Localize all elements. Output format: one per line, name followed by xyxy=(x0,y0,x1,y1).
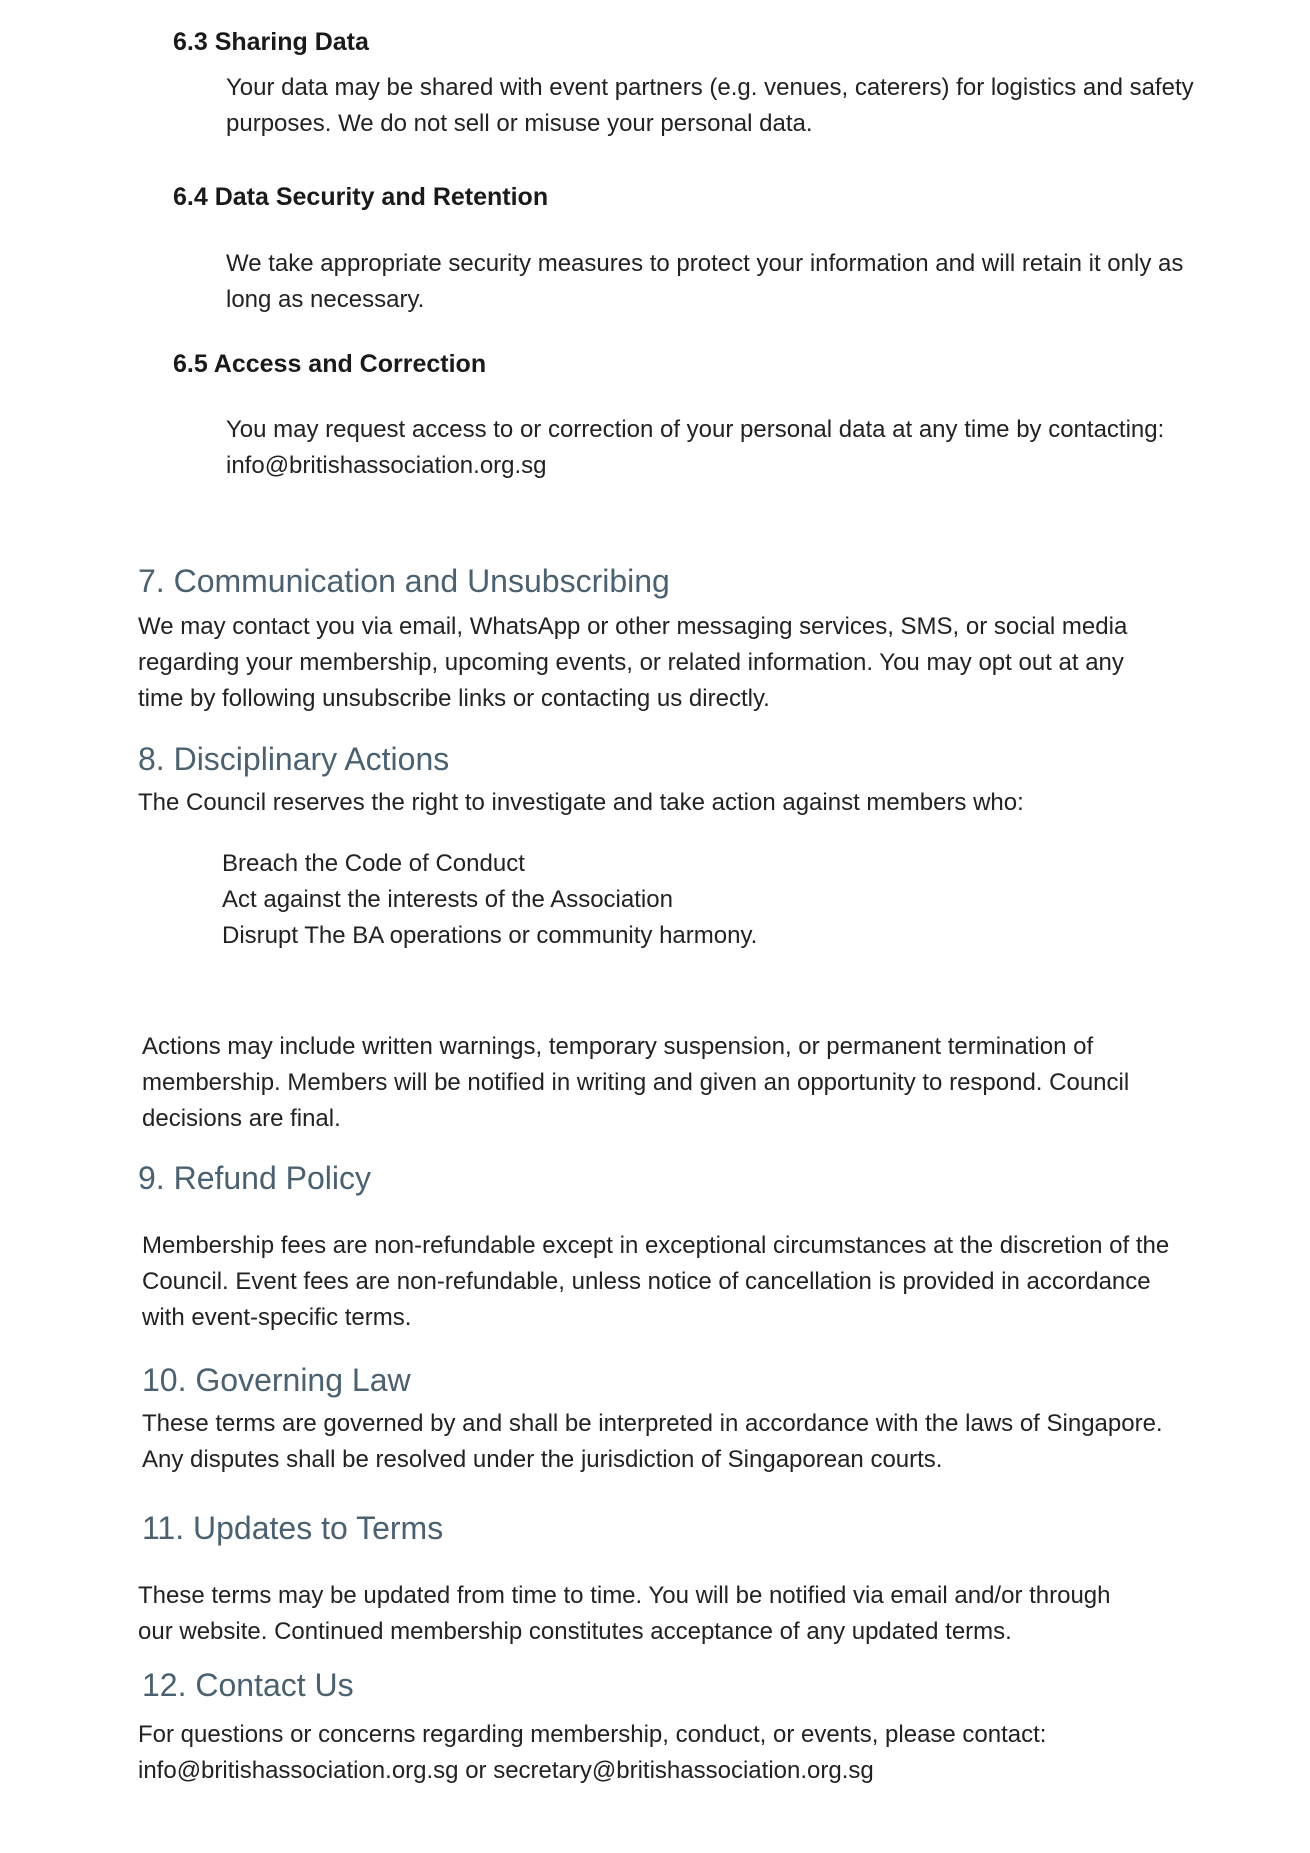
section-8-body xyxy=(142,1029,1129,1137)
contact-emails-text: info@britishassociation.org.sg or secretary@britishassociation.org.sg xyxy=(138,1757,874,1784)
text-line: We take appropriate security measures to protect your information and will retain it only as xyxy=(226,250,1184,277)
section-10-heading: 10. Governing Law xyxy=(142,1362,411,1398)
section-8-intro xyxy=(138,785,1024,821)
text-line: Any disputes shall be resolved under the jurisdiction of Singaporean courts. xyxy=(142,1446,943,1473)
section-6-3-heading: 6.3 Sharing Data xyxy=(173,28,369,56)
section-8-heading: 8. Disciplinary Actions xyxy=(138,741,450,777)
section-6-5-heading: 6.5 Access and Correction xyxy=(173,350,487,378)
text-line: purposes. We do not sell or misuse your personal data. xyxy=(226,110,813,137)
section-10-body xyxy=(142,1406,1163,1478)
section-11-heading: 11. Updates to Terms xyxy=(142,1510,444,1546)
text-line: our website. Continued membership constitutes acceptance of any updated terms. xyxy=(138,1618,1012,1645)
list-item: Disrupt The BA operations or community harmony. xyxy=(222,922,758,949)
text-line: with event-specific terms. xyxy=(142,1304,412,1331)
text-line: These terms may be updated from time to time. You will be notified via email and/or through xyxy=(138,1582,1111,1609)
list-item: Breach the Code of Conduct xyxy=(222,850,525,877)
text-line: regarding your membership, upcoming events, or related information. You may opt out at any xyxy=(138,649,1124,676)
section-12-body xyxy=(138,1717,1046,1789)
text-line: These terms are governed by and shall be interpreted in accordance with the laws of Singapore. xyxy=(142,1410,1163,1437)
list-item: Act against the interests of the Association xyxy=(222,886,673,913)
section-6-3-body xyxy=(226,70,1194,142)
section-9-heading: 9. Refund Policy xyxy=(138,1160,372,1196)
section-6-4-body xyxy=(226,246,1183,318)
text-line: Council. Event fees are non-refundable, unless notice of cancellation is provided in accordance xyxy=(142,1268,1151,1295)
section-11-body xyxy=(138,1578,1111,1650)
text-line: Your data may be shared with event partners (e.g. venues, caterers) for logistics and safety xyxy=(226,74,1194,101)
disciplinary-list xyxy=(222,846,757,954)
text-line: membership. Members will be notified in writing and given an opportunity to respond. Council xyxy=(142,1069,1130,1096)
text-line: You may request access to or correction of your personal data at any time by contacting: xyxy=(226,416,1165,443)
text-line: For questions or concerns regarding membership, conduct, or events, please contact: xyxy=(138,1721,1047,1748)
text-line: The Council reserves the right to investigate and take action against members who: xyxy=(138,789,1024,816)
section-9-body xyxy=(142,1228,1169,1336)
section-6-5-body xyxy=(226,412,1164,484)
text-line: Membership fees are non-refundable except in exceptional circumstances at the discretion of the xyxy=(142,1232,1170,1259)
section-7-body xyxy=(138,609,1127,717)
section-7-heading: 7. Communication and Unsubscribing xyxy=(138,563,670,599)
text-line: Actions may include written warnings, temporary suspension, or permanent termination of xyxy=(142,1033,1094,1060)
section-12-heading: 12. Contact Us xyxy=(142,1667,354,1703)
contact-email-text: info@britishassociation.org.sg xyxy=(226,452,547,479)
text-line: time by following unsubscribe links or contacting us directly. xyxy=(138,685,770,712)
text-line: long as necessary. xyxy=(226,286,425,313)
text-line: We may contact you via email, WhatsApp or other messaging services, SMS, or social media xyxy=(138,613,1128,640)
section-6-4-heading: 6.4 Data Security and Retention xyxy=(173,183,549,211)
text-line: decisions are final. xyxy=(142,1105,341,1132)
